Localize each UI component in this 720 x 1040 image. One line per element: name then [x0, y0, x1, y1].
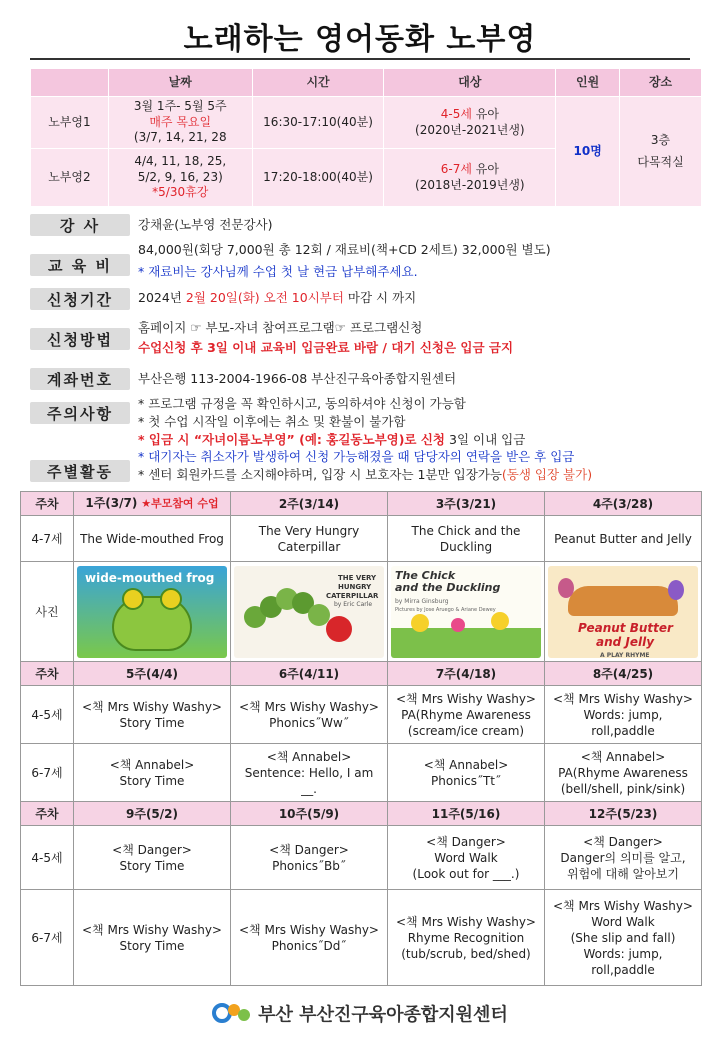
- chick-cover-t4: Pictures by Jose Aruego & Ariane Dewey: [395, 606, 496, 613]
- chick-cover-t2: and the Duckling: [395, 580, 501, 594]
- week-header: 6주(4/11): [231, 662, 388, 686]
- week-header: 12주(5/23): [545, 802, 702, 826]
- target-years: (2018년-2019년생): [415, 177, 525, 192]
- activity-cell: [388, 744, 545, 802]
- activity-line: <책 Mrs Wishy Washy>: [396, 914, 536, 929]
- class-name: 노부영1: [31, 97, 109, 149]
- book-title: Peanut Butter and Jelly: [545, 516, 702, 562]
- week-label: 주차: [21, 492, 74, 516]
- schedule-header-date: 날짜: [108, 69, 252, 97]
- target-years: (2020년-2021년생): [415, 122, 525, 137]
- activity-cell: [231, 744, 388, 802]
- week-header: 11주(5/16): [388, 802, 545, 826]
- activity-line: Sentence: Hello, I am: [244, 765, 374, 780]
- activity-cell: [74, 686, 231, 744]
- schedule-header-place: 장소: [620, 69, 702, 97]
- schedule-header-blank: [31, 69, 109, 97]
- activity-line: roll,paddle: [591, 723, 655, 738]
- activity-line: (She slip and fall): [570, 930, 676, 945]
- teacher-label: 강 사: [30, 214, 130, 236]
- book-cover-cell: [74, 562, 231, 662]
- activity-cell: [545, 826, 702, 890]
- caterpillar-cover-t4: by Eric Carle: [334, 600, 373, 608]
- activity-line: <책 Mrs Wishy Washy>: [82, 699, 222, 714]
- activity-line: Danger의 의미를 알고,: [560, 850, 686, 865]
- footer: [0, 1000, 720, 1031]
- age-label: 6-7세: [21, 744, 74, 802]
- fee-text: 84,000원(회당 7,000원 총 12회 / 재료비(책+CD 2세트) 32,000원 별도): [138, 242, 551, 257]
- target-suffix: 유아: [471, 161, 499, 176]
- activity-line: Story Time: [119, 938, 185, 953]
- title-underline: [30, 58, 690, 60]
- activity-line: Phonics˝Ww˝: [269, 715, 349, 730]
- class-target: [384, 149, 556, 207]
- period-post: 마감 시 까지: [343, 290, 417, 305]
- activity-line: roll,paddle: [591, 962, 655, 977]
- activity-line: <책 Danger>: [112, 842, 192, 857]
- age-label: 4-5세: [21, 686, 74, 744]
- activity-line: <책 Mrs Wishy Washy>: [82, 922, 222, 937]
- schedule-header-time: 시간: [252, 69, 384, 97]
- activity-line: Story Time: [119, 773, 185, 788]
- class-time: 16:30-17:10(40분): [252, 97, 384, 149]
- activity-cell: [388, 826, 545, 890]
- activity-cell: [545, 744, 702, 802]
- activity-cell: [231, 686, 388, 744]
- method-label: 신청방법: [30, 328, 130, 350]
- chick-cover-t1: The Chick: [395, 568, 456, 582]
- target-age: 6-7세: [440, 161, 472, 176]
- week-header: 8주(4/25): [545, 662, 702, 686]
- fee-label: 교 육 비: [30, 254, 130, 276]
- teacher-text: 강채윤(노부영 전문강사): [138, 217, 273, 232]
- activity-line: 위험에 대해 알아보기: [567, 866, 679, 881]
- activity-line: <책 Annabel>: [266, 749, 352, 764]
- activity-cell: [74, 744, 231, 802]
- activity-line: Rhyme Recognition: [407, 930, 525, 945]
- activity-cell: [388, 890, 545, 986]
- activity-line: Words: jump,: [583, 946, 663, 961]
- age-label: 4-7세: [21, 516, 74, 562]
- fee-note: * 재료비는 강사님께 수업 첫 날 현금 납부해주세요.: [138, 264, 418, 279]
- class-dates: [108, 149, 252, 207]
- caution-line4: * 대기자는 취소자가 발생하여 신청 가능해졌을 때 담당자의 연락을 받은 후 입금: [138, 449, 575, 464]
- center-logo-icon: [212, 1000, 252, 1031]
- class-name: 노부영2: [31, 149, 109, 207]
- week-header: 3주(3/21): [388, 492, 545, 516]
- activity-line: Word Walk: [434, 850, 498, 865]
- activity-line: Story Time: [119, 858, 185, 873]
- activity-line: Word Walk: [591, 914, 655, 929]
- book-title: The Chick and the Duckling: [388, 516, 545, 562]
- book-cover-cell: [545, 562, 702, 662]
- caterpillar-cover-t1: THE VERY: [338, 573, 377, 582]
- week-label: 주차: [21, 662, 74, 686]
- activity-cell: [231, 826, 388, 890]
- method-line1: 홈페이지 ☞ 부모-자녀 참여프로그램☞ 프로그램신청: [138, 320, 423, 335]
- place: [620, 97, 702, 207]
- caution-label: 주의사항: [30, 402, 130, 424]
- week-header-text: 1주(3/7): [85, 496, 138, 510]
- period-highlight: 2월 20일(화) 오전 10시부터: [185, 290, 344, 305]
- activity-cell: [231, 890, 388, 986]
- book-title: The Very Hungry Caterpillar: [231, 516, 388, 562]
- book-cover-cell: [231, 562, 388, 662]
- activity-line: <책 Danger>: [269, 842, 349, 857]
- activity-line: <책 Mrs Wishy Washy>: [239, 699, 379, 714]
- activity-cell: [388, 686, 545, 744]
- peanut-cover-t1: Peanut Butter: [578, 620, 673, 635]
- activity-line: <책 Danger>: [583, 834, 663, 849]
- activity-line: PA(Rhyme Awareness: [558, 765, 688, 780]
- class-dates: [108, 97, 252, 149]
- peanut-book-cover: [548, 566, 698, 658]
- caution-line3-red: * 입금 시 “자녀이름노부영” (예: 홍길동노부영)로 신청: [138, 432, 446, 447]
- book-title: The Wide-mouthed Frog: [74, 516, 231, 562]
- schedule-table: [30, 68, 702, 207]
- caterpillar-book-cover: [234, 566, 384, 658]
- week-header: 2주(3/14): [231, 492, 388, 516]
- week-label: 주차: [21, 802, 74, 826]
- account-label: 계좌번호: [30, 368, 130, 390]
- week-header: 5주(4/4): [74, 662, 231, 686]
- footer-text: 부산 부산진구육아종합지원센터: [258, 1004, 508, 1026]
- activity-line: <책 Mrs Wishy Washy>: [239, 922, 379, 937]
- period-text: [138, 289, 416, 307]
- activity-line: Phonics˝Bb˝: [272, 858, 346, 873]
- caterpillar-cover-t2: HUNGRY: [338, 582, 372, 591]
- week-header: [74, 492, 231, 516]
- activity-line: Phonics˝Tt˝: [430, 773, 501, 788]
- account-text: 부산은행 113-2004-1966-08 부산진구육아종합지원센터: [138, 371, 457, 386]
- chick-cover-t3: by Mirra Ginsburg: [395, 597, 449, 605]
- period-label: 신청기간: [30, 288, 130, 310]
- caution-line1: * 프로그램 규정을 꼭 확인하시고, 동의하셔야 신청이 가능함: [138, 396, 466, 411]
- weekly-text: [138, 466, 592, 484]
- target-age: 4-5세: [440, 106, 472, 121]
- activity-line: Words: jump,: [583, 707, 663, 722]
- method-line2: 수업신청 후 3일 이내 교육비 입금완료 바람 / 대기 신청은 입금 금지: [138, 340, 514, 355]
- activity-cell: [74, 826, 231, 890]
- activity-line: (scream/ice cream): [407, 723, 525, 738]
- age-label: 4-5세: [21, 826, 74, 890]
- schedule-header-capacity: 인원: [556, 69, 620, 97]
- caution-line3-rest: 3일 이내 입금: [445, 432, 526, 447]
- date-line: (3/7, 14, 21, 28: [133, 130, 227, 145]
- weekly-label: 주별활동: [30, 460, 130, 482]
- holiday-note: *5/30휴강: [152, 185, 209, 200]
- activity-line: <책 Mrs Wishy Washy>: [553, 691, 693, 706]
- photo-label: 사진: [21, 562, 74, 662]
- caution-line3: [138, 431, 525, 449]
- period-pre: 2024년: [138, 290, 186, 305]
- activity-line: <책 Danger>: [426, 834, 506, 849]
- caution-line2: * 첫 수업 시작일 이후에는 취소 및 환불이 불가함: [138, 414, 406, 429]
- week-header: 9주(5/2): [74, 802, 231, 826]
- date-line: 5/2, 9, 16, 23): [137, 169, 223, 184]
- peanut-cover-t2: and Jelly: [596, 634, 655, 649]
- activity-line: <책 Mrs Wishy Washy>: [396, 691, 536, 706]
- week-header: 7주(4/18): [388, 662, 545, 686]
- week-header: 4주(3/28): [545, 492, 702, 516]
- capacity: 10명: [556, 97, 620, 207]
- frog-cover-title: wide-mouthed frog: [85, 570, 215, 585]
- activity-line: __.: [301, 781, 317, 796]
- target-suffix: 유아: [471, 106, 499, 121]
- activity-line: Phonics˝Dd˝: [271, 938, 347, 953]
- place-floor: 3층: [650, 132, 671, 147]
- class-target: [384, 97, 556, 149]
- book-cover-cell: [388, 562, 545, 662]
- weekly-red: (동생 입장 불가): [501, 467, 593, 482]
- activity-line: PA(Rhyme Awareness: [401, 707, 531, 722]
- activity-line: (tub/scrub, bed/shed): [401, 946, 531, 961]
- parent-participation-badge: ★부모참여 수업: [137, 497, 219, 510]
- activity-cell: [545, 890, 702, 986]
- caterpillar-cover-t3: CATERPILLAR: [326, 591, 379, 600]
- activity-line: <책 Annabel>: [580, 749, 666, 764]
- weekly-pre: * 센터 회원카드를 소지해야하며, 입장 시 보호자는 1분만 입장가능: [138, 467, 502, 482]
- activity-line: Story Time: [119, 715, 185, 730]
- chick-book-cover: [391, 566, 541, 658]
- place-room: 다목적실: [637, 154, 684, 169]
- weekly-table: [20, 491, 702, 986]
- activity-line: (Look out for ___.): [412, 866, 520, 881]
- date-line: 3월 1주- 5월 5주: [133, 99, 227, 114]
- date-line: 매주 목요일: [149, 114, 212, 129]
- activity-cell: [545, 686, 702, 744]
- schedule-header-target: 대상: [384, 69, 556, 97]
- page-title: 노래하는 영어동화 노부영: [183, 22, 537, 57]
- activity-line: (bell/shell, pink/sink): [560, 781, 686, 796]
- peanut-cover-t3: A PLAY RHYME: [600, 651, 650, 658]
- class-time: 17:20-18:00(40분): [252, 149, 384, 207]
- activity-line: <책 Mrs Wishy Washy>: [553, 898, 693, 913]
- activity-line: <책 Annabel>: [109, 757, 195, 772]
- week-header: 10주(5/9): [231, 802, 388, 826]
- activity-line: <책 Annabel>: [423, 757, 509, 772]
- frog-book-cover: [77, 566, 227, 658]
- age-label: 6-7세: [21, 890, 74, 986]
- activity-cell: [74, 890, 231, 986]
- date-line: 4/4, 11, 18, 25,: [134, 154, 227, 169]
